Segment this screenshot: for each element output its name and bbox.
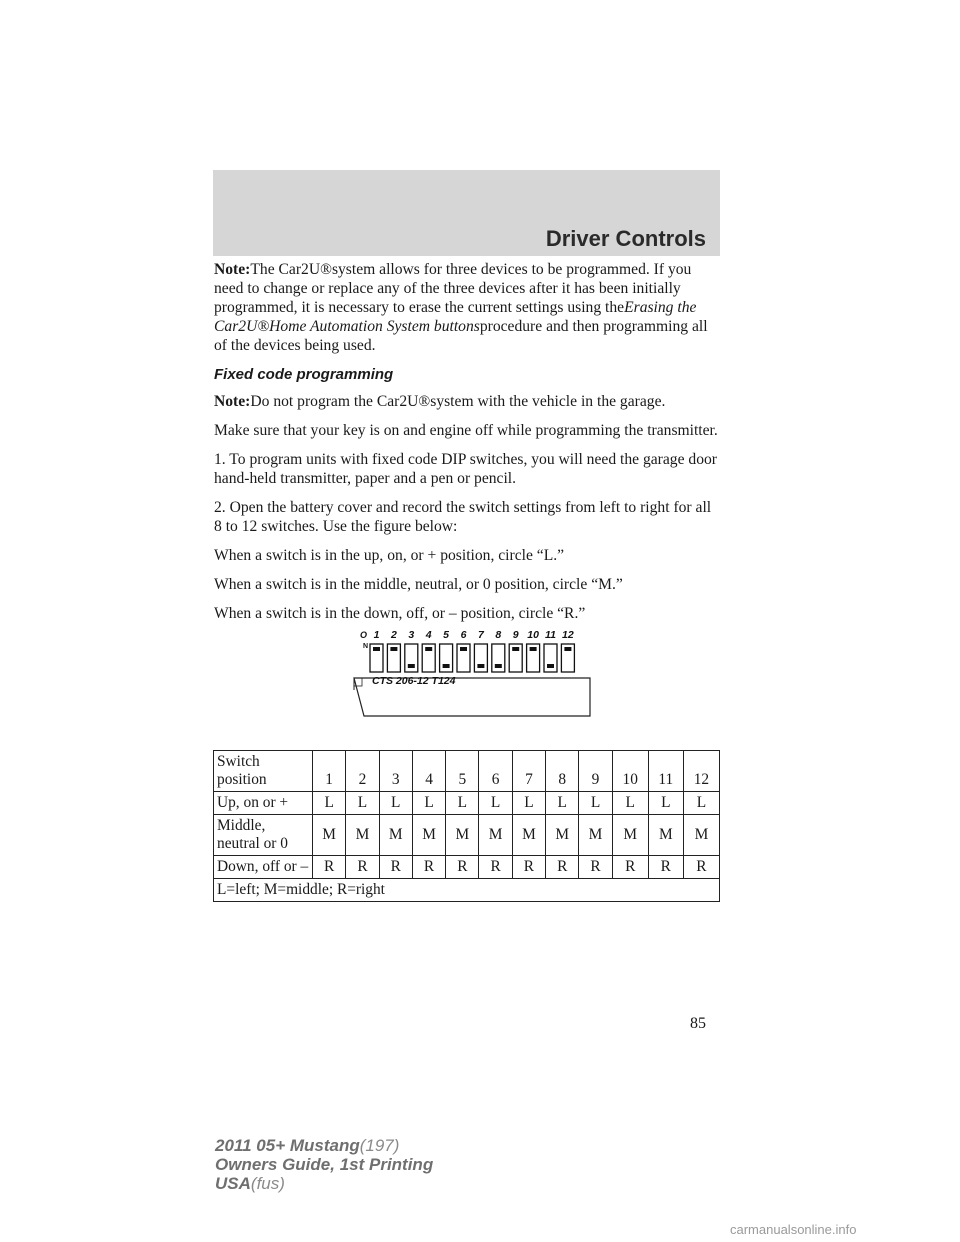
section-header-bar	[213, 170, 720, 256]
paragraph-down: When a switch is in the down, off, or – position, circle “R.”	[214, 605, 586, 622]
switch-number: 4	[425, 629, 432, 641]
switch-number: 11	[545, 629, 556, 641]
column-header: 11	[648, 751, 683, 792]
subheading: Fixed code programming	[214, 366, 394, 383]
table-cell: R	[683, 856, 719, 879]
dip-switch-knob	[477, 664, 484, 668]
note-text-b: procedure and then programming all of the devices being used.	[214, 318, 708, 354]
table-cell: R	[346, 856, 379, 879]
figure-side-mark: N	[363, 643, 369, 650]
table-cell: R	[446, 856, 479, 879]
table-row	[214, 815, 720, 856]
table-cell: L	[313, 792, 346, 815]
column-header: 10	[612, 751, 648, 792]
note-label: Note:	[214, 261, 251, 278]
row-label: Down, off or –	[214, 856, 313, 879]
dip-switch-knob	[547, 664, 554, 668]
note-garage	[214, 392, 720, 411]
switch-number: 6	[460, 629, 467, 641]
switch-number: 2	[390, 629, 397, 641]
table-cell: R	[648, 856, 683, 879]
column-header: 9	[579, 751, 612, 792]
column-header: 3	[379, 751, 412, 792]
footer-line-2: Owners Guide, 1st Printing	[215, 1155, 434, 1174]
table-cell: R	[313, 856, 346, 879]
switch-number: 3	[408, 629, 415, 641]
switch-number: 12	[562, 629, 574, 641]
note-text-a: The Car2U®system allows for three devices to be programmed. If you need to change or replace any of the three devices after it has been initially programmed, it is necessary to erase the current settings using the	[214, 261, 692, 316]
paragraph-up: When a switch is in the up, on, or + position, circle “L.”	[214, 547, 565, 564]
paragraph-step-2: 2. Open the battery cover and record the switch settings from left to right for all 8 to 12 switches. Use the figure below:	[214, 499, 712, 535]
footer-line-1	[215, 1136, 433, 1155]
table-cell: M	[412, 815, 445, 856]
table-cell: L	[546, 792, 579, 815]
row-label: Middle, neutral or 0	[214, 815, 313, 856]
column-header: 5	[446, 751, 479, 792]
table-cell: M	[683, 815, 719, 856]
switch-number: 1	[373, 629, 380, 641]
table-cell: L	[512, 792, 545, 815]
row-label: Up, on or +	[214, 792, 313, 815]
page-content	[214, 260, 720, 633]
switch-number: 7	[477, 629, 484, 641]
table-cell: M	[346, 815, 379, 856]
column-header: 12	[683, 751, 719, 792]
table-cell: L	[412, 792, 445, 815]
table-cell: R	[612, 856, 648, 879]
dip-switch-knob	[460, 647, 467, 651]
dip-switch-knob	[530, 647, 537, 651]
switch-settings-table	[213, 750, 720, 902]
footer-line-3	[215, 1174, 433, 1193]
table-cell: R	[379, 856, 412, 879]
table-cell: L	[648, 792, 683, 815]
table-cell: M	[313, 815, 346, 856]
dip-switch-illustration	[352, 620, 592, 720]
column-header: 7	[512, 751, 545, 792]
table-cell: L	[446, 792, 479, 815]
table-cell: L	[346, 792, 379, 815]
paragraph-key-on: Make sure that your key is on and engine off while programming the transmitter.	[214, 422, 718, 439]
watermark: carmanualsonline.info	[730, 1222, 857, 1237]
table-row	[214, 792, 720, 815]
switch-number: 9	[512, 629, 519, 641]
figure-prefix: O	[360, 630, 368, 640]
dip-switch-knob	[495, 664, 502, 668]
dip-switch-knob	[373, 647, 380, 651]
table-note-row	[214, 879, 720, 902]
figure-label: CTS 206-12 T124	[372, 675, 456, 687]
footer-market: USA	[215, 1174, 251, 1193]
dip-switch-knob	[512, 647, 519, 651]
table-cell: R	[546, 856, 579, 879]
switch-number: 5	[443, 629, 450, 641]
table-note: L=left; M=middle; R=right	[214, 879, 720, 902]
note-label: Note:	[214, 393, 251, 410]
table-cell: L	[479, 792, 512, 815]
section-title: Driver Controls	[545, 226, 706, 251]
paragraph-middle: When a switch is in the middle, neutral, or 0 position, circle “M.”	[214, 576, 623, 593]
paragraph-step-1: 1. To program units with fixed code DIP switches, you will need the garage door hand-held transmitter, paper and a pen or pencil.	[214, 451, 717, 487]
footer-model: 2011 05+ Mustang	[215, 1136, 360, 1155]
note-italic-ref: Erasing the Car2U®Home Automation System buttons	[214, 299, 697, 335]
table-cell: M	[446, 815, 479, 856]
table-cell: M	[379, 815, 412, 856]
table-cell: M	[479, 815, 512, 856]
table-header-row	[214, 751, 720, 792]
page-number: 85	[690, 1015, 706, 1032]
table-cell: M	[612, 815, 648, 856]
footer-market-code: (fus)	[250, 1174, 285, 1193]
table-cell: R	[579, 856, 612, 879]
dip-switch-knob	[390, 647, 397, 651]
switch-number: 10	[527, 629, 539, 641]
document-footer	[215, 1136, 433, 1193]
dip-switch-knob	[564, 647, 571, 651]
dip-switch-knob	[443, 664, 450, 668]
table-cell: R	[412, 856, 445, 879]
table-cell: L	[379, 792, 412, 815]
table-cell: L	[579, 792, 612, 815]
table-cell: R	[479, 856, 512, 879]
dip-switch-knob	[425, 647, 432, 651]
table-cell: M	[512, 815, 545, 856]
dip-switch-figure	[352, 620, 592, 720]
note-three-devices	[214, 260, 720, 355]
note-text: Do not program the Car2U®system with the vehicle in the garage.	[250, 393, 666, 410]
table-cell: L	[612, 792, 648, 815]
column-header: 2	[346, 751, 379, 792]
switch-number: 8	[495, 629, 502, 641]
table-cell: M	[546, 815, 579, 856]
footer-model-code: (197)	[359, 1136, 400, 1155]
column-header: 8	[546, 751, 579, 792]
table-cell: M	[648, 815, 683, 856]
table-header-label: Switch position	[214, 751, 313, 792]
table-cell: M	[579, 815, 612, 856]
column-header: 4	[412, 751, 445, 792]
table-row	[214, 856, 720, 879]
table-cell: R	[512, 856, 545, 879]
column-header: 6	[479, 751, 512, 792]
column-header: 1	[313, 751, 346, 792]
table-cell: L	[683, 792, 719, 815]
dip-switch-knob	[408, 664, 415, 668]
